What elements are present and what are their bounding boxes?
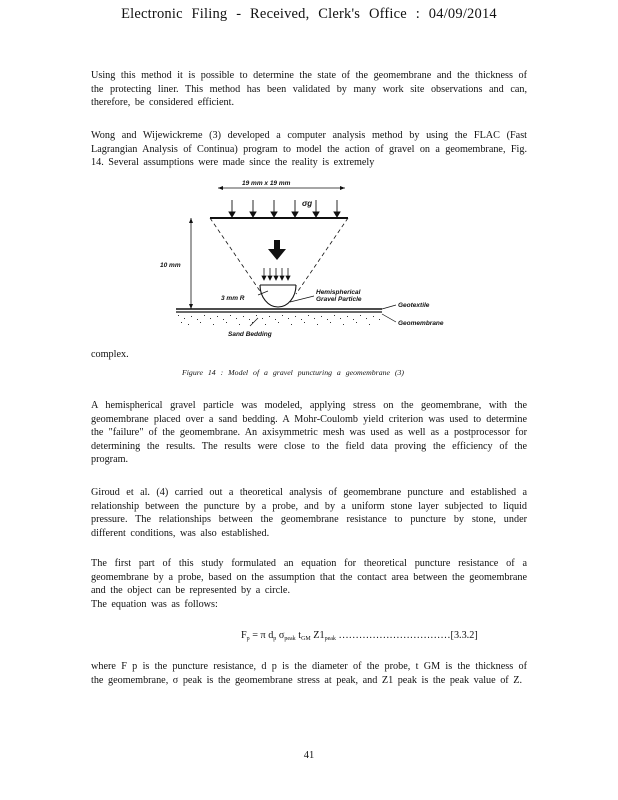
- paragraph-puncture-equation-intro: [91, 557, 527, 611]
- eq-t-sub: GM: [301, 636, 311, 642]
- geomembrane-label: Geomembrane: [398, 320, 444, 327]
- sand-bedding-label: Sand Bedding: [228, 331, 272, 338]
- paragraph-hemispherical-model: A hemispherical gravel particle was modeled, applying stress on the geomembrane, with the geomembrane placed over a sand bedding. A Mohr-Coulomb yield criterion was used to determine the "failure" of the geomembrane. An axisymmetric mesh was used as well as a postprocessor for determining the results. The results were close to the field data proving the efficiency of the program.: [91, 400, 527, 466]
- hemispherical-particle: [260, 285, 296, 307]
- sand-leader: [250, 318, 258, 326]
- gravel-model-diagram: [150, 176, 470, 346]
- radius-label: 3 mm R: [221, 295, 245, 302]
- geotextile-label: Geotextile: [398, 302, 430, 309]
- particle-label-line1: Hemispherical: [316, 289, 361, 296]
- dim-arrow-right-icon: [340, 186, 345, 190]
- paragraph-giroud: Giroud et al. (4) carried out a theoretical analysis of geomembrane puncture and established a relationship between the puncture by a probe, and by a uniform stone layer subjected to liquid pressure. The relationships between the geomembrane resistance to puncture by stone, under different conditions, was also established.: [91, 487, 527, 539]
- eq-fp: F: [241, 630, 247, 641]
- sigma-g-label: σg: [302, 199, 313, 208]
- eq-sigma-sub: peak: [284, 636, 296, 642]
- particle-label-line2: Gravel Particle: [316, 296, 362, 303]
- filing-header: Electronic Filing - Received, Clerk's Office : 04/09/2014: [121, 6, 497, 22]
- cone-right-line: [296, 218, 348, 294]
- equation-3-3-2: [241, 630, 478, 642]
- eq-z-sub: peak: [324, 636, 336, 642]
- radius-leader: [258, 291, 268, 295]
- geotextile-leader: [382, 305, 396, 309]
- eq-d-sub: p: [273, 636, 277, 642]
- paragraph-where-definitions: where F p is the puncture resistance, d p is the diameter of the probe, t GM is the thickness of the geomembrane, σ peak is the geomembrane stress at peak, and Z1 peak is the peak value of Z.: [91, 661, 527, 686]
- intro-text: The first part of this study formulated an equation for theoretical puncture resistance of a geomembrane by a probe, based on the assumption that the contact area between the geomembrane and the object can be represented by a circle.: [91, 558, 527, 597]
- figure-caption: Figure 14 : Model of a gravel puncturing a geomembrane (3): [182, 368, 404, 377]
- small-arrows-icon: [262, 268, 290, 280]
- eq-ref: [3.3.2]: [450, 630, 478, 641]
- paragraph-method-validation: Using this method it is possible to determine the state of the geomembrane and the thickness of the protecting liner. This method has been validated by many work site observations and can, therefore, be considered efficient.: [91, 70, 527, 109]
- eq-sigma: σ: [276, 630, 285, 641]
- eq-fp-sub: p: [246, 636, 250, 642]
- sand-bedding-texture: [178, 315, 380, 325]
- page-number: 41: [303, 750, 315, 761]
- equation-lead: The equation was as follows:: [91, 598, 218, 610]
- eq-pi-d: = π d: [249, 630, 274, 641]
- eq-dots: ……………………………: [335, 630, 451, 641]
- big-down-arrow-icon: [268, 240, 286, 260]
- eq-t: t: [295, 630, 302, 641]
- height-arrow-top-icon: [189, 218, 193, 223]
- load-arrows-icon: [229, 200, 340, 217]
- dim-arrow-left-icon: [218, 186, 223, 190]
- figure-gravel-model: [150, 176, 470, 346]
- height-label: 10 mm: [160, 262, 181, 269]
- eq-z: Z1: [310, 630, 325, 641]
- geomembrane-leader: [382, 314, 396, 322]
- top-dimension-label: 19 mm x 19 mm: [242, 180, 291, 187]
- paragraph-wong-wijewickreme: Wong and Wijewickreme (3) developed a computer analysis method by using the FLAC (Fast Lagrangian Analysis of Continua) program to model the action of gravel on a geomembrane, Fig. 14. Several assumptions were made since the reality is extremely: [91, 130, 527, 169]
- cone-left-line: [210, 218, 262, 294]
- paragraph-continuation: complex.: [91, 349, 129, 360]
